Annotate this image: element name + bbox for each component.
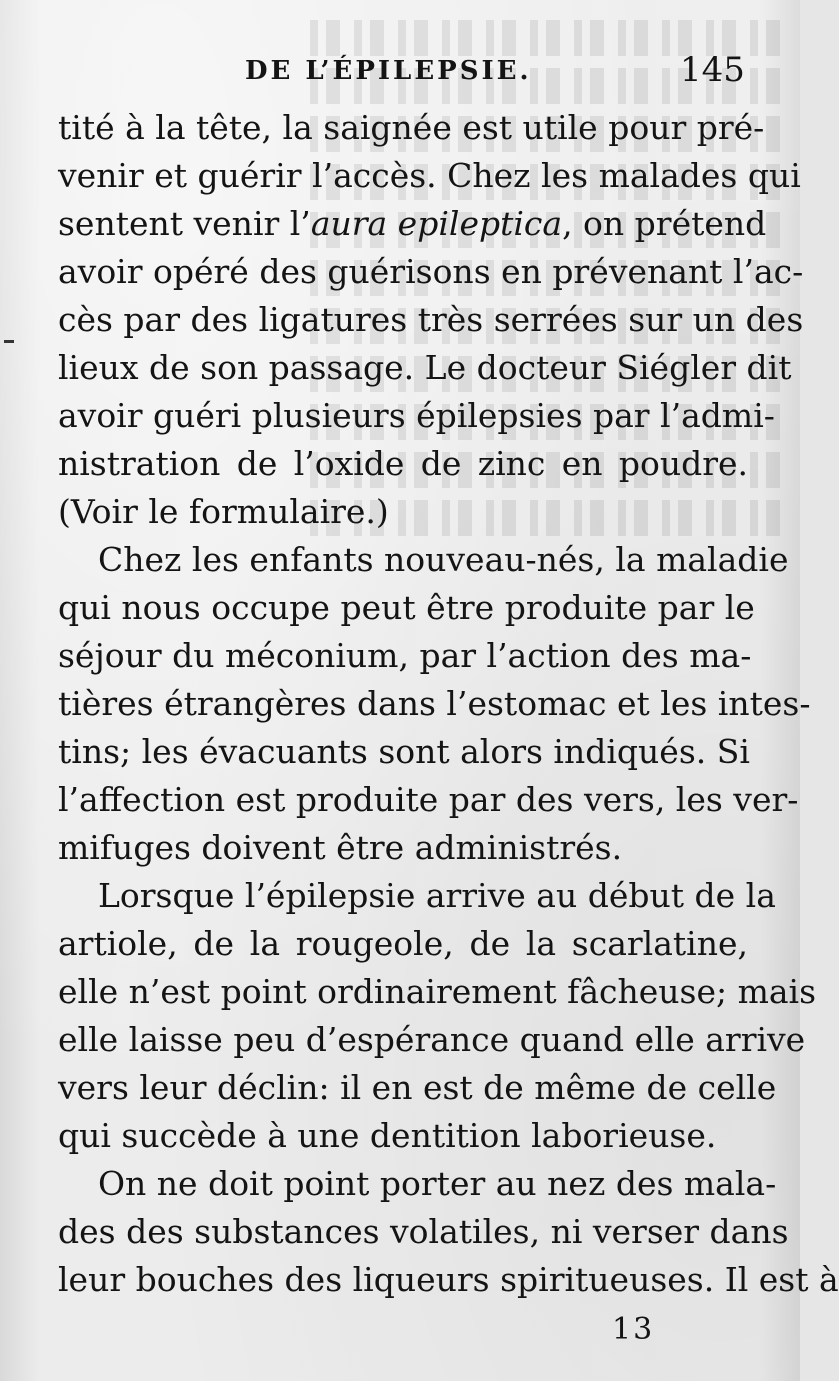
body-text xyxy=(58,104,839,1304)
text-line: On ne doit point porter au nez des mala- xyxy=(98,1164,777,1203)
text-line: elle n’est point ordinairement fâcheuse; mais xyxy=(58,972,817,1011)
text-line: vers leur déclin: il en est de même de celle xyxy=(58,1068,777,1107)
text-line: leur bouches des liqueurs spiritueuses. Il est à xyxy=(58,1260,839,1299)
text-line: Chez les enfants nouveau-nés, la maladie xyxy=(98,540,789,579)
text-line: qui succède à une dentition laborieuse. xyxy=(58,1116,717,1155)
text-line: avoir opéré des guérisons en prévenant l’ac- xyxy=(58,252,804,291)
text-line: mifuges doivent être administrés. xyxy=(58,828,623,867)
text-line: tins; les évacuants sont alors indiqués. Si xyxy=(58,732,750,771)
text-line: lieux de son passage. Le docteur Siégler dit xyxy=(58,348,792,387)
text-line: (Voir le formulaire.) xyxy=(58,492,389,531)
text-line: tières étrangères dans l’estomac et les intes- xyxy=(58,684,811,723)
text-line: cès par des ligatures très serrées sur un des xyxy=(58,300,804,339)
text-line: l’affection est produite par des vers, les ver- xyxy=(58,780,799,819)
text-line: artiole, de la rougeole, de la scarlatine, xyxy=(58,924,748,963)
page-header xyxy=(0,50,800,94)
text-line: tité à la tête, la saignée est utile pour pré- xyxy=(58,108,765,147)
text-line: Lorsque l’épilepsie arrive au début de la xyxy=(98,876,776,915)
text-line: séjour du méconium, par l’action des ma- xyxy=(58,636,752,675)
text-line: des des substances volatiles, ni verser dans xyxy=(58,1212,789,1251)
signature-mark: 13 xyxy=(612,1312,655,1347)
page-number: 145 xyxy=(680,50,745,90)
text-line: avoir guéri plusieurs épilepsies par l’admi- xyxy=(58,396,775,435)
text-line: sentent venir l’aura epileptica, on prétend xyxy=(58,204,767,243)
text-line: nistration de l’oxide de zinc en poudre. xyxy=(58,444,748,483)
running-head: DE L’ÉPILEPSIE. xyxy=(245,56,532,86)
page-edge-mark xyxy=(4,340,14,343)
text-line: qui nous occupe peut être produite par le xyxy=(58,588,755,627)
text-line: elle laisse peu d’espérance quand elle arrive xyxy=(58,1020,806,1059)
text-line: venir et guérir l’accès. Chez les malades qui xyxy=(58,156,801,195)
latin-term: aura epileptica xyxy=(310,204,563,243)
